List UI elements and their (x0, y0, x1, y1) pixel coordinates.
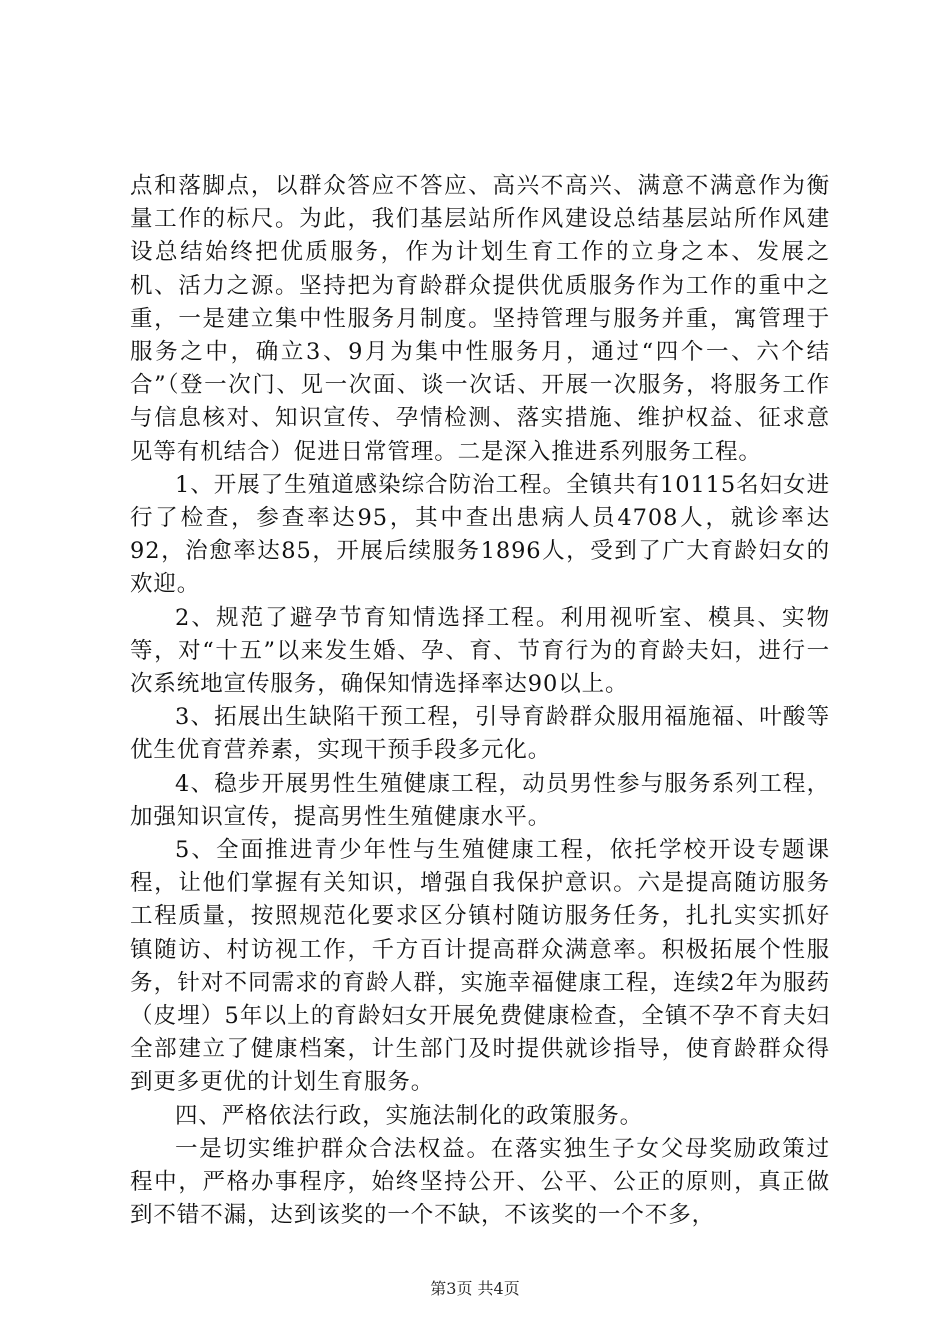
paragraph-item-1: 1、开展了生殖道感染综合防治工程。全镇共有10115名妇女进行了检查，参查率达95，其中查出患病人员4708人，就诊率达92，治愈率达85，开展后续服务1896人，受到了广大育龄妇女的欢迎。 (130, 471, 830, 598)
paragraph-section-4-body: 一是切实维护群众合法权益。在落实独生子女父母奖励政策过程中，严格办事程序，始终坚持公开、公平、公正的原则，真正做到不错不漏，达到该奖的一个不缺，不该奖的一个不多， (130, 1135, 830, 1229)
section-heading-4: 四、严格依法行政，实施法制化的政策服务。 (175, 1102, 644, 1129)
paragraph-item-3: 3、拓展出生缺陷干预工程，引导育龄群众服用福施福、叶酸等优生优育营养素，实现干预手段多元化。 (130, 704, 830, 764)
paragraph-item-4: 4、稳步开展男性生殖健康工程，动员男性参与服务系列工程，加强知识宣传，提高男性生殖健康水平。 (130, 770, 830, 830)
document-body (130, 170, 830, 1233)
page-footer: 第3页 共4页 (430, 1279, 520, 1298)
paragraph-continuation: 点和落脚点，以群众答应不答应、高兴不高兴、满意不满意作为衡量工作的标尺。为此，我们基层站所作风建设总结基层站所作风建设总结始终把优质服务，作为计划生育工作的立身之本、发展之机、活力之源。坚持把为育龄群众提供优质服务作为工作的重中之重，一是建立集中性服务月制度。坚持管理与服务并重，寓管理于服务之中，确立3、9月为集中性服务月，通过“四个一、六个结合”（登一次门、见一次面、谈一次话、开展一次服务，将服务工作与信息核对、知识宣传、孕情检测、落实措施、维护权益、征求意见等有机结合）促进日常管理。二是深入推进系列服务工程。 (130, 173, 830, 465)
paragraph-item-2: 2、规范了避孕节育知情选择工程。利用视听室、模具、实物等，对“十五”以来发生婚、孕、育、节育行为的育龄夫妇，进行一次系统地宣传服务，确保知情选择率达90以上。 (130, 604, 830, 698)
paragraph-item-5: 5、全面推进青少年性与生殖健康工程，依托学校开设专题课程，让他们掌握有关知识，增强自我保护意识。六是提高随访服务工程质量，按照规范化要求区分镇村随访服务任务，扎扎实实抓好镇随访、村访视工作，千方百计提高群众满意率。积极拓展个性服务，针对不同需求的育龄人群，实施幸福健康工程，连续2年为服药（皮埋）5年以上的育龄妇女开展免费健康检查，全镇不孕不育夫妇全部建立了健康档案，计生部门及时提供就诊指导，使育龄群众得到更多更优的计划生育服务。 (130, 837, 830, 1096)
